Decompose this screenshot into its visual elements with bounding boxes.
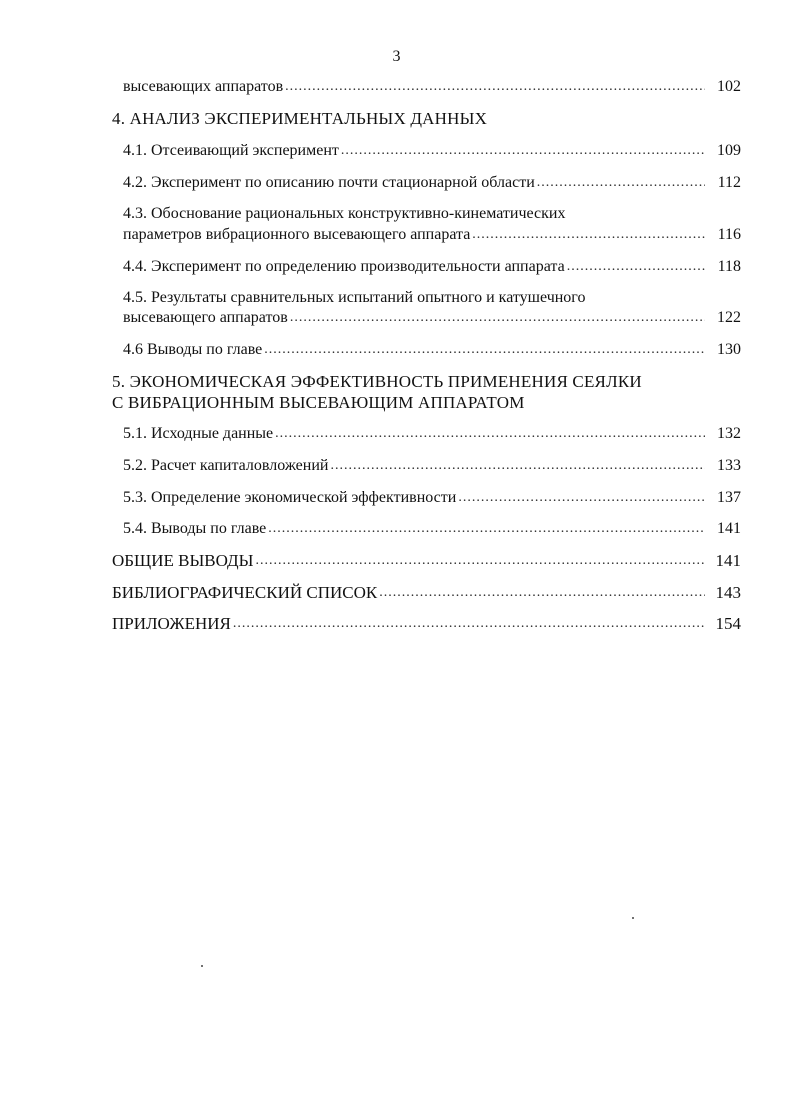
toc-entry-title: 4.4. Эксперимент по определению производительности аппарата (123, 258, 565, 275)
toc-entry-title: ОБЩИЕ ВЫВОДЫ (112, 551, 254, 570)
dot-leader (379, 582, 705, 603)
toc-entry-title: 5.4. Выводы по главе (123, 520, 267, 537)
toc-page-number: 130 (717, 341, 741, 358)
dot-leader (233, 613, 705, 634)
toc-entry-title: 4.6 Выводы по главе (123, 341, 263, 358)
toc-entry-4-2[interactable] (123, 172, 741, 193)
dot-leader (255, 550, 705, 571)
toc-entry-5-1[interactable] (123, 423, 741, 444)
dot-leader (458, 487, 705, 508)
chapter-heading-4[interactable]: 4. АНАЛИЗ ЭКСПЕРИМЕНТАЛЬНЫХ ДАННЫХ (112, 109, 488, 128)
toc-page-number: 118 (717, 258, 741, 275)
toc-page-number: 137 (717, 489, 741, 506)
toc-entry-title: БИБЛИОГРАФИЧЕСКИЙ СПИСОК (112, 583, 378, 602)
dot-leader (264, 339, 705, 360)
toc-entry-title: 4.1. Отсеивающий эксперимент (123, 142, 339, 159)
toc-entry-title: 5.2. Расчет капиталовложений (123, 457, 329, 474)
toc-page-number: 154 (715, 614, 741, 633)
toc-page-number: 143 (715, 583, 741, 602)
dot-leader (537, 172, 705, 193)
toc-page-number: 133 (717, 457, 741, 474)
toc-entry-5-4[interactable] (123, 518, 741, 539)
dot-leader (472, 224, 705, 245)
toc-page-number: 109 (717, 142, 741, 159)
toc-entry-title: высевающих аппаратов (123, 78, 284, 95)
scan-speck (632, 917, 634, 919)
dot-leader (330, 455, 705, 476)
toc-entry-4-6[interactable] (123, 339, 741, 360)
toc-entry-continuation[interactable] (123, 76, 741, 97)
toc-entry-4-5-line1[interactable]: 4.5. Результаты сравнительных испытаний опытного и катушечного (123, 289, 586, 306)
chapter-heading-5-line2[interactable]: С ВИБРАЦИОННЫМ ВЫСЕВАЮЩИМ АППАРАТОМ (112, 393, 525, 412)
toc-entry-5-3[interactable] (123, 487, 741, 508)
toc-entry-title: 5.1. Исходные данные (123, 425, 274, 442)
toc-entry-general-conclusions[interactable] (112, 550, 741, 571)
toc-entry-4-5[interactable] (123, 307, 741, 328)
dot-leader (290, 307, 705, 328)
dot-leader (275, 423, 705, 444)
dot-leader (285, 76, 705, 97)
toc-page-number: 122 (717, 309, 741, 326)
dot-leader (567, 256, 705, 277)
scan-speck (201, 965, 203, 967)
toc-entry-4-3[interactable] (123, 224, 741, 245)
toc-page-number: 116 (717, 226, 741, 243)
toc-page-number: 141 (717, 520, 741, 537)
toc-page-number: 132 (717, 425, 741, 442)
toc-entry-title: параметров вибрационного высевающего аппарата (123, 226, 471, 243)
toc-entry-title: 5.3. Определение экономической эффективности (123, 489, 457, 506)
toc-entry-bibliography[interactable] (112, 582, 741, 603)
toc-entry-title: 4.2. Эксперимент по описанию почти стационарной области (123, 174, 535, 191)
toc-page-number: 102 (717, 78, 741, 95)
toc-entry-title: ПРИЛОЖЕНИЯ (112, 614, 231, 633)
page-number: 3 (392, 48, 401, 65)
toc-page-number: 141 (715, 551, 741, 570)
toc-entry-4-3-line1[interactable]: 4.3. Обоснование рациональных конструктивно-кинематических (123, 205, 566, 222)
toc-entry-title: высевающего аппаратов (123, 309, 288, 326)
toc-entry-4-1[interactable] (123, 140, 741, 161)
dot-leader (341, 140, 705, 161)
dot-leader (268, 518, 705, 539)
toc-entry-appendices[interactable] (112, 613, 741, 634)
toc-entry-5-2[interactable] (123, 455, 741, 476)
toc-page-number: 112 (717, 174, 741, 191)
chapter-heading-5-line1[interactable]: 5. ЭКОНОМИЧЕСКАЯ ЭФФЕКТИВНОСТЬ ПРИМЕНЕНИЯ СЕЯЛКИ (112, 372, 642, 391)
toc-entry-4-4[interactable] (123, 256, 741, 277)
